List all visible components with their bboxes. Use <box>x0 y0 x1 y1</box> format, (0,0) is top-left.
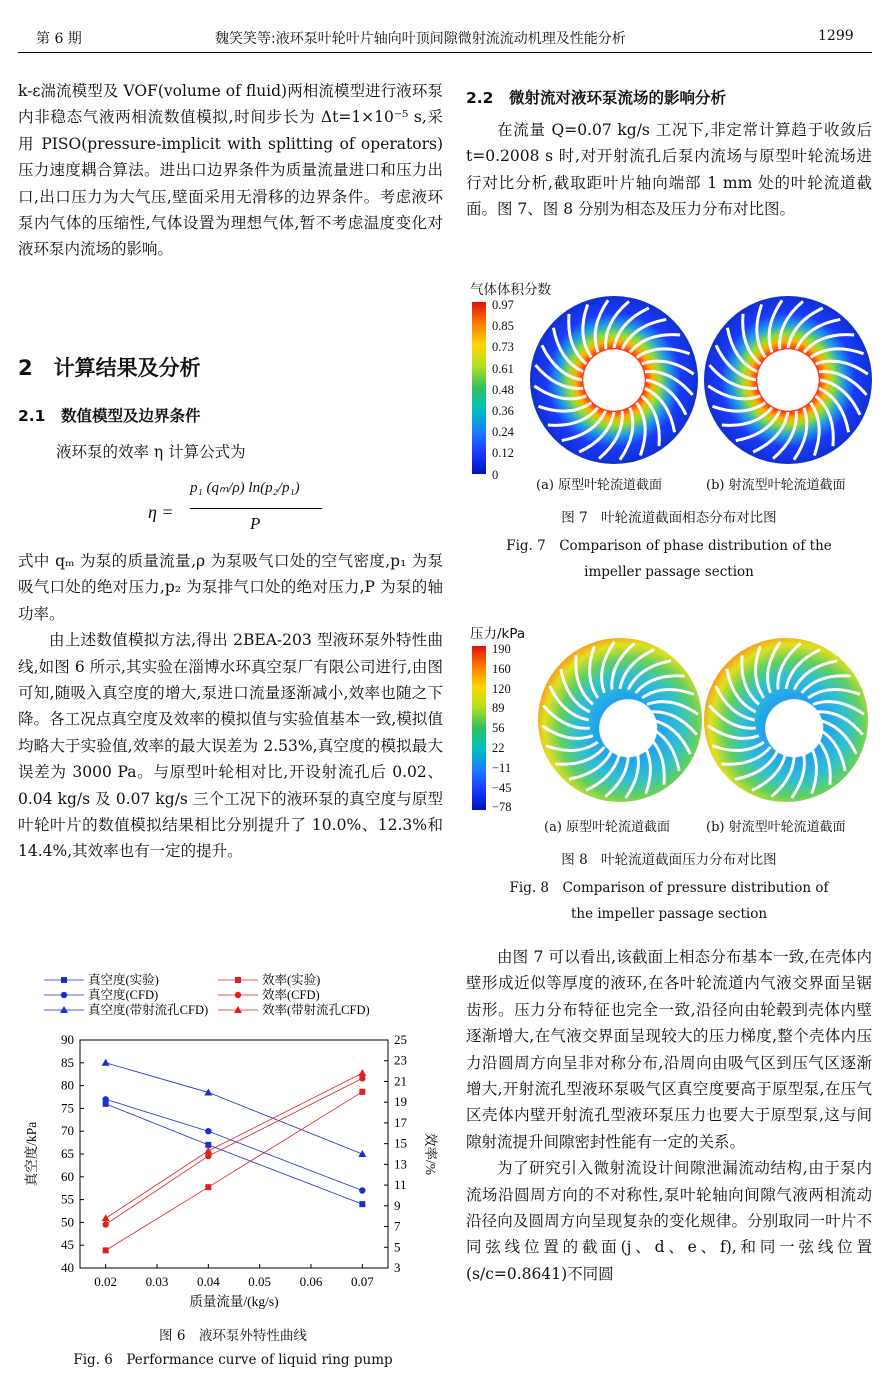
paragraph-definitions: 式中 qₘ 为泵的质量流量,ρ 为泵吸气口处的空气密度,p₁ 为泵吸气口处的绝对压力,p₂ 为泵排气口处的绝对压力,P 为泵的轴功率。 <box>18 552 443 623</box>
page-number: 1299 <box>818 28 854 44</box>
colorbar-tick: −78 <box>492 800 512 815</box>
left-column-2 <box>18 548 443 865</box>
legend-label: 真空度(带射流孔CFD) <box>88 1003 209 1017</box>
colorbar-tick: −45 <box>492 780 512 795</box>
colorbar-tick: 0 <box>492 467 499 482</box>
colorbar-tick: 160 <box>492 661 511 676</box>
fig8-colorbar-title: 压力/kPa <box>470 626 526 642</box>
fig8-caption-en1: Fig. 8 Comparison of pressure distribution of <box>509 880 829 896</box>
figure-8 <box>466 620 876 845</box>
y2-tick-label: 23 <box>394 1052 407 1068</box>
x-tick-label: 0.06 <box>299 1274 323 1289</box>
data-point <box>359 1187 365 1193</box>
colorbar-tick: 0.85 <box>492 319 514 334</box>
colorbar-tick: 0.36 <box>492 404 514 418</box>
fig8-impeller-prototype <box>536 636 704 804</box>
y2-axis-label: 效率/% <box>423 1133 438 1175</box>
legend-marker <box>61 977 67 983</box>
legend-label: 真空度(CFD) <box>88 988 159 1002</box>
x-tick-label: 0.03 <box>145 1274 169 1289</box>
colorbar-tick: 0.24 <box>492 425 514 440</box>
legend-marker <box>235 992 241 998</box>
x-tick-label: 0.04 <box>196 1274 220 1289</box>
paragraph-flow-analysis: 在流量 Q=0.07 kg/s 工况下,非定常计算趋于收敛后 t=0.2008 s 时,对开射流孔后泵内流场与原型叶轮流场进行对比分析,截取距叶片轴向端部 1 mm 处的叶轮流道截面。图 7、图 8 分别为相态及压力分布对比图。 <box>466 121 872 219</box>
series-line <box>106 1092 363 1251</box>
data-point <box>103 1247 109 1253</box>
legend-label: 效率(带射流孔CFD) <box>262 1003 370 1017</box>
legend-label: 效率(实验) <box>262 973 321 987</box>
colorbar-tick: 0.97 <box>492 298 514 312</box>
series-line <box>106 1078 363 1224</box>
y2-tick-label: 21 <box>394 1073 407 1089</box>
data-point <box>102 1214 110 1221</box>
performance-chart <box>18 968 448 1320</box>
y2-tick-label: 9 <box>394 1197 401 1213</box>
fig7-colorbar-title: 气体体积分数 <box>470 282 551 298</box>
y-tick-label: 45 <box>61 1237 74 1253</box>
right-column-1 <box>466 117 872 223</box>
equation-lhs: η = <box>148 502 174 522</box>
equation-numerator: p₁ (qₘ/ρ) ln(p₂/p₁) <box>190 480 300 496</box>
fig7-caption-cn: 图 7 叶轮流道截面相态分布对比图 <box>561 510 777 526</box>
colorbar-tick: 0.73 <box>492 340 514 355</box>
fig6-caption-en: Fig. 6 Performance curve of liquid ring pump <box>73 1352 393 1368</box>
y-tick-label: 40 <box>61 1260 74 1275</box>
y2-tick-label: 5 <box>394 1239 401 1255</box>
section-heading-2: 2 计算结果及分析 <box>18 356 201 380</box>
y-tick-label: 55 <box>61 1191 74 1207</box>
y2-tick-label: 25 <box>394 1032 407 1047</box>
header-rule <box>18 52 872 53</box>
section-heading-2-1: 2.1 数值模型及边界条件 <box>18 407 201 425</box>
series-line <box>106 1104 363 1204</box>
fig7-colorbar <box>472 302 486 474</box>
paragraph-phase-analysis: 由图 7 可以看出,该截面上相态分布基本一致,在壳体内壁形成近似等厚度的液环,在各叶轮流道内气液交界面呈锯齿形。压力分布特征也完全一致,沿径向由轮毂到壳体内壁逐渐增大,在气液交界面呈现较大的压力梯度,整个壳体内压力沿圆周方向呈非对称分布,沿周向由吸气区到压气区逐渐增大,开射流孔型液环泵吸气区真空度要高于原型泵,在压气区壳体内壁开射流孔型液环泵压力也要大于原型泵,这与间隙射流提升间隙密封性能有一定的关系。 <box>466 948 872 1151</box>
x-tick-label: 0.05 <box>248 1274 272 1289</box>
data-point <box>102 1096 108 1102</box>
issue-number: 第 6 期 <box>36 31 82 47</box>
y-tick-label: 75 <box>61 1100 74 1116</box>
y2-tick-label: 15 <box>394 1135 407 1151</box>
right-column-2 <box>466 944 872 1287</box>
paragraph-microjet: 为了研究引入微射流设计间隙泄漏流动结构,由于泵内流场沿圆周方向的不对称性,泵叶轮轴向间隙气液两相流动沿径向及圆周方向呈现复杂的变化规律。分别取同一叶片不同弦线位置的截面(j、d、e、f),和同一弦线位置(s/c=0.8641)不同圆 <box>466 1159 872 1283</box>
data-point <box>358 1069 366 1076</box>
colorbar-tick: 22 <box>492 741 505 755</box>
fig8-label-a: (a) 原型叶轮流道截面 <box>544 820 671 835</box>
fig7-caption-en2: impeller passage section <box>584 564 754 580</box>
running-title: 魏笑笑等:液环泵叶轮叶片轴向叶顶间隙微射流流动机理及性能分析 <box>215 31 626 47</box>
colorbar-tick: −11 <box>492 760 512 775</box>
series-line <box>106 1099 363 1190</box>
fig7-impeller-prototype <box>528 294 700 466</box>
figure-7 <box>466 276 876 506</box>
equation-intro: 液环泵的效率 η 计算公式为 <box>56 443 246 461</box>
fig7-label-a: (a) 原型叶轮流道截面 <box>536 478 663 493</box>
data-point <box>102 1059 110 1066</box>
colorbar-tick: 89 <box>492 701 505 716</box>
data-point <box>358 1150 366 1157</box>
y2-tick-label: 19 <box>394 1094 407 1110</box>
plot-frame <box>80 1040 388 1268</box>
fig7-caption-en1: Fig. 7 Comparison of phase distribution of the <box>506 538 832 554</box>
fig8-label-b: (b) 射流型叶轮流道截面 <box>706 820 846 835</box>
data-point <box>359 1089 365 1095</box>
data-point <box>359 1201 365 1207</box>
legend-marker <box>60 1006 68 1013</box>
y2-tick-label: 11 <box>394 1177 407 1193</box>
series-line <box>106 1063 363 1154</box>
fraction-bar <box>190 508 322 509</box>
fig8-caption-cn: 图 8 叶轮流道截面压力分布对比图 <box>561 852 777 868</box>
colorbar-tick: 0.61 <box>492 361 514 376</box>
fig6-caption-cn: 图 6 液环泵外特性曲线 <box>159 1328 307 1344</box>
fig8-impeller-jet <box>702 636 870 804</box>
legend-label: 效率(CFD) <box>262 988 320 1002</box>
paragraph-turbulence: k-ε湍流模型及 VOF(volume of fluid)两相流模型进行液环泵内非稳态气液两相流数值模拟,时间步长为 Δt=1×10⁻⁵ s,采用 PISO(pressure-implicit with splitting of operators)压力速度耦合算法。进出口边界条件为质量流量进口和压力出口,出口压力为大气压,壁面采用无滑移的边界条件。考虑液环泵内气体的压缩性,气体设置为理想气体,暂不考虑温度变化对液环泵内流场的影响。 <box>18 82 443 259</box>
y2-tick-label: 17 <box>394 1114 407 1130</box>
x-axis-label: 质量流量/(kg/s) <box>189 1294 279 1309</box>
x-tick-label: 0.02 <box>94 1274 118 1289</box>
legend-marker <box>235 977 241 983</box>
fig8-colorbar <box>472 646 486 810</box>
efficiency-equation <box>148 474 328 544</box>
fig8-caption-en2: the impeller passage section <box>570 906 768 922</box>
series-line <box>106 1073 363 1218</box>
colorbar-tick: 0.48 <box>492 382 514 397</box>
colorbar-tick: 0.12 <box>492 446 514 461</box>
colorbar-tick: 190 <box>492 642 511 656</box>
y-axis-label: 真空度/kPa <box>24 1121 39 1187</box>
legend-marker <box>234 1006 242 1013</box>
left-column <box>18 78 443 263</box>
y-tick-label: 85 <box>61 1054 74 1070</box>
data-point <box>204 1147 212 1154</box>
x-tick-label: 0.07 <box>350 1274 374 1289</box>
fig7-label-b: (b) 射流型叶轮流道截面 <box>706 478 846 493</box>
paragraph-performance: 由上述数值模拟方法,得出 2BEA-203 型液环泵外特性曲线,如图 6 所示,其实验在淄博水环真空泵厂有限公司进行,由图可知,随吸入真空度的增大,泵进口流量逐渐减小,效率也随之下降。各工况点真空度及效率的模拟值与实验值基本一致,模拟值均略大于实验值,效率的最大误差为 2.53%,真空度的模拟最大误差为 3000 Pa。与原型叶轮相对比,开设射流孔后 0.02、0.04 kg/s 及 0.07 kg/s 三个工况下的液环泵的真空度与原型叶轮叶片的数值模拟结果相比分别提升了 10.0%、12.3%和 14.4%,其效率也有一定的提升。 <box>18 631 443 861</box>
y-tick-label: 80 <box>61 1077 74 1093</box>
fig7-impeller-jet <box>702 294 874 466</box>
legend-label: 真空度(实验) <box>88 973 159 987</box>
y-tick-label: 65 <box>61 1146 74 1161</box>
y-tick-label: 70 <box>61 1123 74 1139</box>
y2-tick-label: 7 <box>394 1218 401 1234</box>
colorbar-tick: 56 <box>492 721 505 736</box>
data-point <box>205 1128 211 1134</box>
y2-tick-label: 3 <box>394 1260 401 1275</box>
y-tick-label: 60 <box>61 1168 74 1184</box>
colorbar-tick: 120 <box>492 681 511 696</box>
equation-denominator: P <box>250 514 261 533</box>
legend-marker <box>61 992 67 998</box>
data-point <box>205 1184 211 1190</box>
y2-tick-label: 13 <box>394 1156 407 1172</box>
section-heading-2-2: 2.2 微射流对液环泵流场的影响分析 <box>466 89 726 107</box>
data-point <box>102 1221 108 1227</box>
y-tick-label: 90 <box>61 1032 74 1047</box>
y-tick-label: 50 <box>61 1214 74 1230</box>
